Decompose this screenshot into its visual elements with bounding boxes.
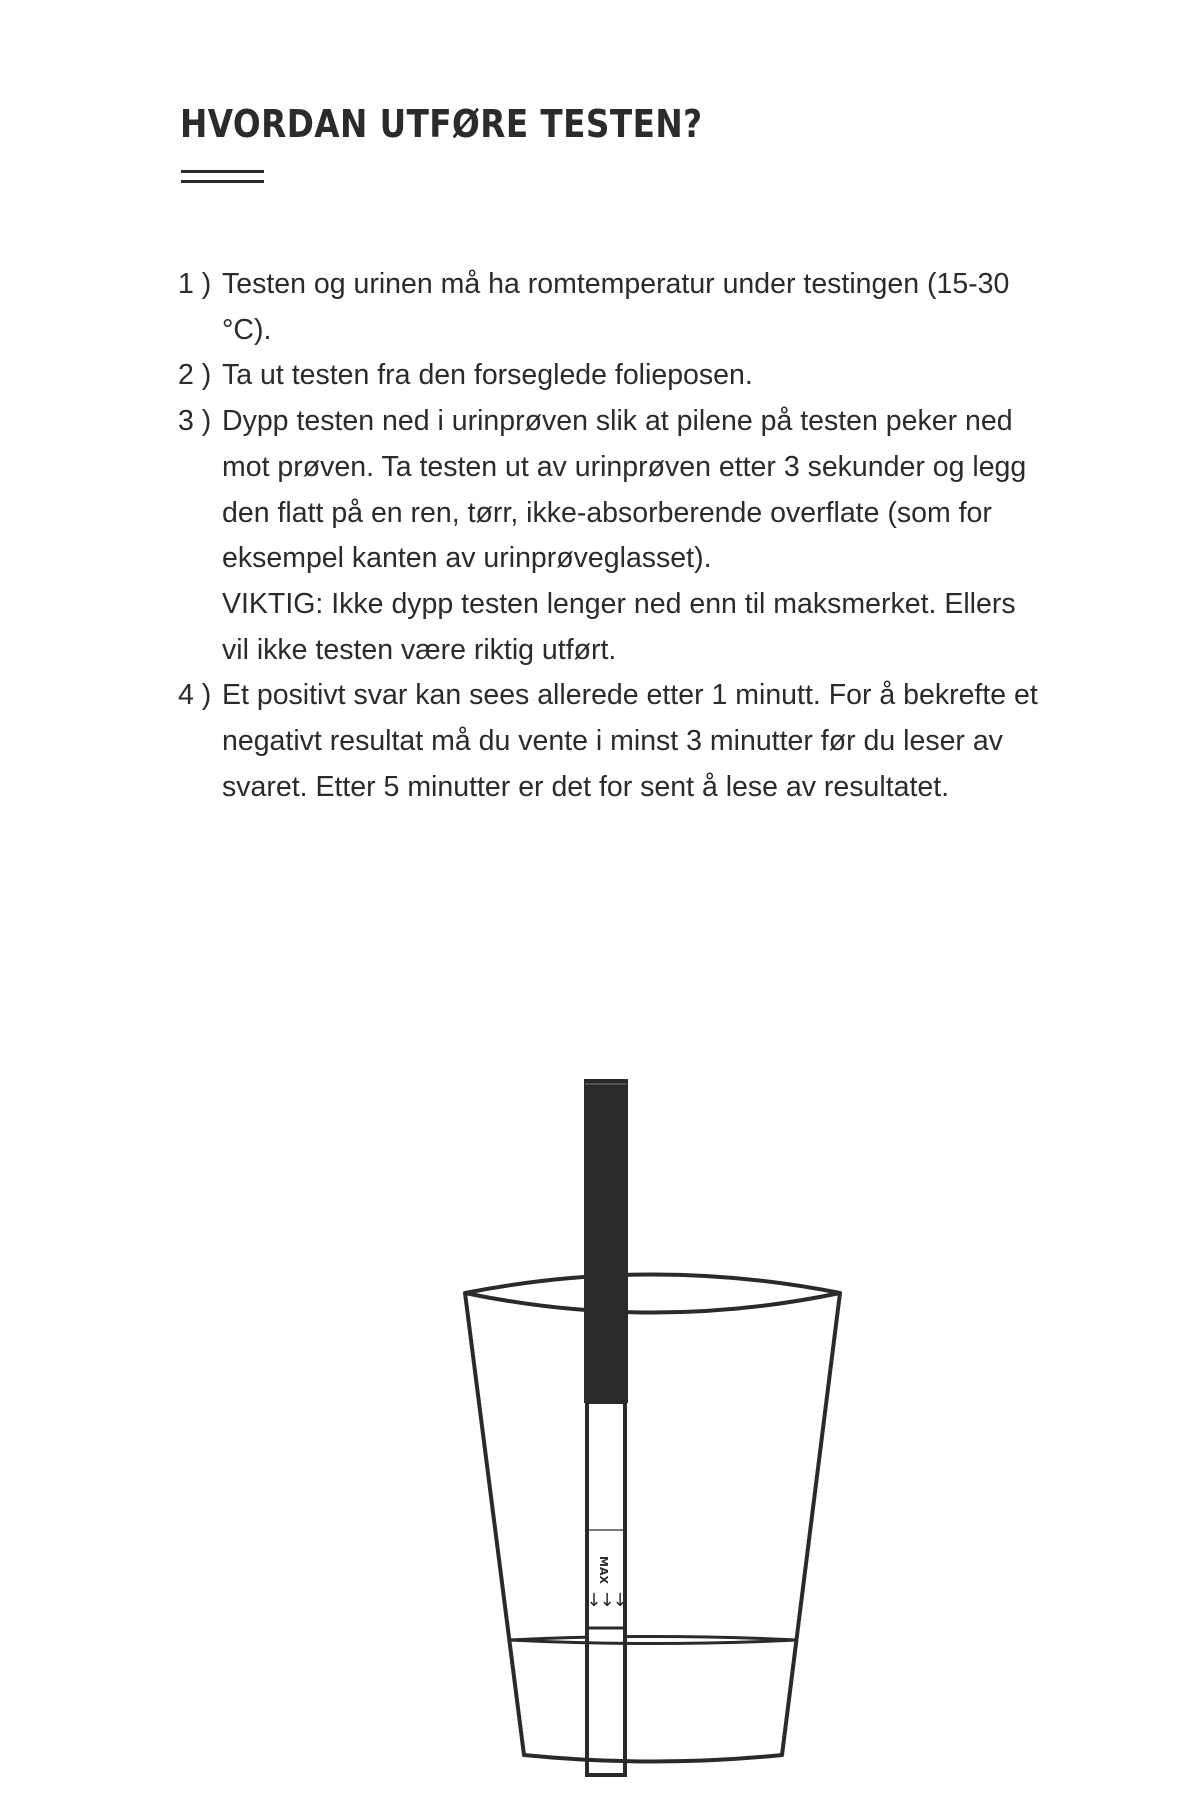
step-1 — [178, 262, 1038, 353]
strip-arrow-icons: ↓↓↓ — [586, 1590, 626, 1611]
title-underline-line-2 — [181, 180, 264, 183]
step-warning-note: VIKTIG: Ikke dypp testen lenger ned enn til maksmerket. Ellers vil ikke testen være riktig utført. — [222, 587, 1016, 666]
step-text: Dypp testen ned i urinprøven slik at pilene på testen peker ned mot prøven. Ta testen ut av urinprøven etter 3 sekunder og legg den flatt på en ren, tørr, ikke-absorberende overflate (som for eksempel kanten av urinprøveglasset). — [222, 405, 1027, 575]
step-2 — [178, 353, 1038, 399]
cup-side-left — [465, 1293, 524, 1755]
cup-rim-back — [465, 1275, 840, 1294]
cup-with-test-strip-icon — [440, 1060, 860, 1800]
cup-side-right — [782, 1293, 840, 1755]
step-number: 4 ) — [178, 679, 212, 712]
step-4 — [178, 673, 1038, 810]
step-number: 3 ) — [178, 405, 212, 438]
title-underline-line-1 — [181, 170, 264, 173]
test-strip-handle — [585, 1080, 627, 1402]
step-number: 2 ) — [178, 359, 212, 392]
step-3 — [178, 399, 1038, 673]
title-underline — [181, 170, 264, 183]
liquid-surface-front — [509, 1640, 797, 1644]
cup-rim-front — [465, 1293, 840, 1313]
cup-bottom — [524, 1755, 782, 1762]
page-title: HVORDAN UTFØRE TESTEN? — [180, 102, 703, 146]
liquid-surface-back — [509, 1637, 797, 1641]
step-text: Ta ut testen fra den forseglede folieposen. — [222, 359, 753, 392]
step-text: Et positivt svar kan sees allerede etter 1 minutt. For å bekrefte et negativt resultat må du vente i minst 3 minutter før du leser av svaret. Etter 5 minutter er det for sent å lese av resultatet. — [222, 679, 1038, 803]
test-in-cup-illustration — [440, 1060, 860, 1800]
test-strip-window — [587, 1402, 625, 1775]
step-number: 1 ) — [178, 268, 212, 300]
step-text: Testen og urinen må ha romtemperatur under testingen (15-30 °C). — [222, 268, 1010, 346]
instruction-steps — [178, 262, 1038, 810]
strip-max-label: MAX — [597, 1556, 610, 1584]
